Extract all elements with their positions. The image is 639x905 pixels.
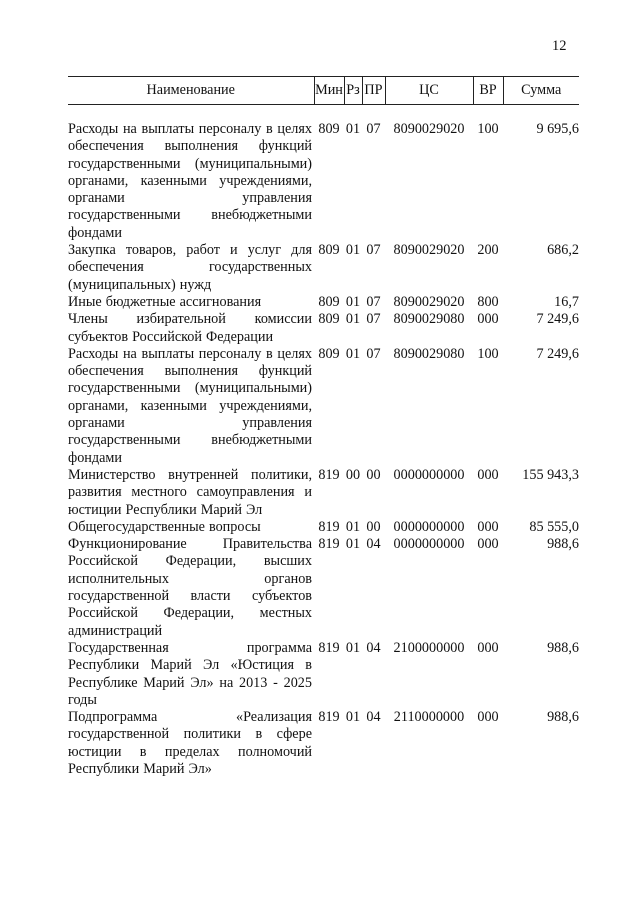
row-rz: 01 <box>345 709 361 726</box>
row-vr: 100 <box>477 121 499 137</box>
row-min: 819 <box>318 518 340 535</box>
row-name: Государственная программа Республики Марий Эл «Юстиция в Республике Марий Эл» на 2013 - 2025 годы <box>68 639 312 708</box>
table-row <box>68 346 579 467</box>
row-name: Общегосударственные вопросы <box>68 518 261 535</box>
row-vr: 000 <box>477 709 499 726</box>
table-row <box>68 467 579 519</box>
row-cs: 0000000000 <box>393 466 465 483</box>
row-sum: 155 943,3 <box>522 466 579 483</box>
row-vr: 000 <box>477 311 499 328</box>
budget-table-container <box>68 76 579 778</box>
row-vr: 100 <box>477 345 499 362</box>
row-pr: 04 <box>366 536 381 553</box>
row-name: Расходы на выплаты персоналу в целях обеспечения выполнения функций государственными (муниципальными) органами, казенными учреждениями, органами управления государственными внебюджетными фондами <box>68 345 312 466</box>
row-name: Закупка товаров, работ и услуг для обеспечения государственных (муниципальных) нужд <box>68 242 312 293</box>
row-pr: 00 <box>366 518 381 535</box>
row-cs: 2110000000 <box>393 709 465 726</box>
row-name: Подпрограмма «Реализация государственной политики в сфере юстиции в пределах полномочий Республики Марий Эл» <box>68 709 312 777</box>
row-sum: 7 249,6 <box>536 345 579 362</box>
row-pr: 00 <box>366 466 381 483</box>
row-min: 809 <box>318 293 340 310</box>
row-cs: 8090029080 <box>393 311 465 328</box>
row-sum: 988,6 <box>547 709 579 726</box>
table-row <box>68 294 579 311</box>
row-sum: 16,7 <box>554 293 579 310</box>
header-min: Мин <box>314 77 344 105</box>
row-rz: 00 <box>345 466 361 483</box>
row-vr: 000 <box>477 466 499 483</box>
header-rz: Рз <box>344 77 362 105</box>
row-name: Расходы на выплаты персоналу в целях обеспечения выполнения функций государственными (муниципальными) органами, казенными учреждениями, органами управления государственными внебюджетными фондами <box>68 121 312 241</box>
table-row <box>68 709 579 778</box>
table-header-row <box>68 77 579 105</box>
page-number: 12 <box>552 38 567 54</box>
row-min: 819 <box>318 639 340 656</box>
row-vr: 800 <box>477 293 499 310</box>
row-rz: 01 <box>345 639 361 656</box>
row-sum: 988,6 <box>547 536 579 553</box>
row-rz: 01 <box>345 293 361 310</box>
table-row <box>68 640 579 709</box>
row-pr: 07 <box>366 311 381 328</box>
row-rz: 01 <box>345 311 361 328</box>
row-pr: 07 <box>366 121 381 137</box>
row-pr: 07 <box>366 345 381 362</box>
row-sum: 988,6 <box>547 639 579 656</box>
row-cs: 8090029020 <box>393 121 465 137</box>
row-vr: 000 <box>477 518 499 535</box>
row-vr: 200 <box>477 242 499 259</box>
row-sum: 686,2 <box>547 242 579 259</box>
row-vr: 000 <box>477 536 499 553</box>
row-min: 809 <box>318 311 340 328</box>
header-sum: Сумма <box>503 77 579 105</box>
header-pr: ПР <box>362 77 385 105</box>
row-pr: 04 <box>366 709 381 726</box>
header-cs: ЦС <box>385 77 473 105</box>
row-cs: 2100000000 <box>393 639 465 656</box>
row-min: 809 <box>318 121 340 137</box>
row-name: Члены избирательной комиссии субъектов Российской Федерации <box>68 311 312 345</box>
row-pr: 07 <box>366 293 381 310</box>
row-cs: 0000000000 <box>393 518 465 535</box>
row-rz: 01 <box>345 345 361 362</box>
table-row <box>68 311 579 346</box>
row-cs: 8090029020 <box>393 293 465 310</box>
row-pr: 07 <box>366 242 381 259</box>
table-row <box>68 519 579 536</box>
row-sum: 7 249,6 <box>536 311 579 328</box>
row-rz: 01 <box>345 518 361 535</box>
row-name: Иные бюджетные ассигнования <box>68 293 262 310</box>
table-spacer <box>68 105 579 122</box>
row-rz: 01 <box>345 121 361 137</box>
row-vr: 000 <box>477 639 499 656</box>
table-row <box>68 242 579 294</box>
row-min: 809 <box>318 242 340 259</box>
row-name: Функционирование Правительства Российской Федерации, высших исполнительных органов государственной власти субъектов Российской Федерации, местных администраций <box>68 536 312 639</box>
row-cs: 8090029020 <box>393 242 465 259</box>
row-sum: 9 695,6 <box>536 121 579 137</box>
row-sum: 85 555,0 <box>529 518 579 535</box>
table-row <box>68 536 579 640</box>
row-min: 819 <box>318 536 340 553</box>
row-min: 819 <box>318 709 340 726</box>
row-min: 819 <box>318 466 340 483</box>
row-cs: 0000000000 <box>393 536 465 553</box>
row-rz: 01 <box>345 242 361 259</box>
row-pr: 04 <box>366 639 381 656</box>
header-name: Наименование <box>68 77 314 105</box>
row-cs: 8090029080 <box>393 345 465 362</box>
row-name: Министерство внутренней политики, развития местного самоуправления и юстиции Республики Марий Эл <box>68 466 312 518</box>
row-min: 809 <box>318 345 340 362</box>
table-row <box>68 121 579 242</box>
row-rz: 01 <box>345 536 361 553</box>
budget-table <box>68 76 579 778</box>
header-vr: ВР <box>473 77 503 105</box>
